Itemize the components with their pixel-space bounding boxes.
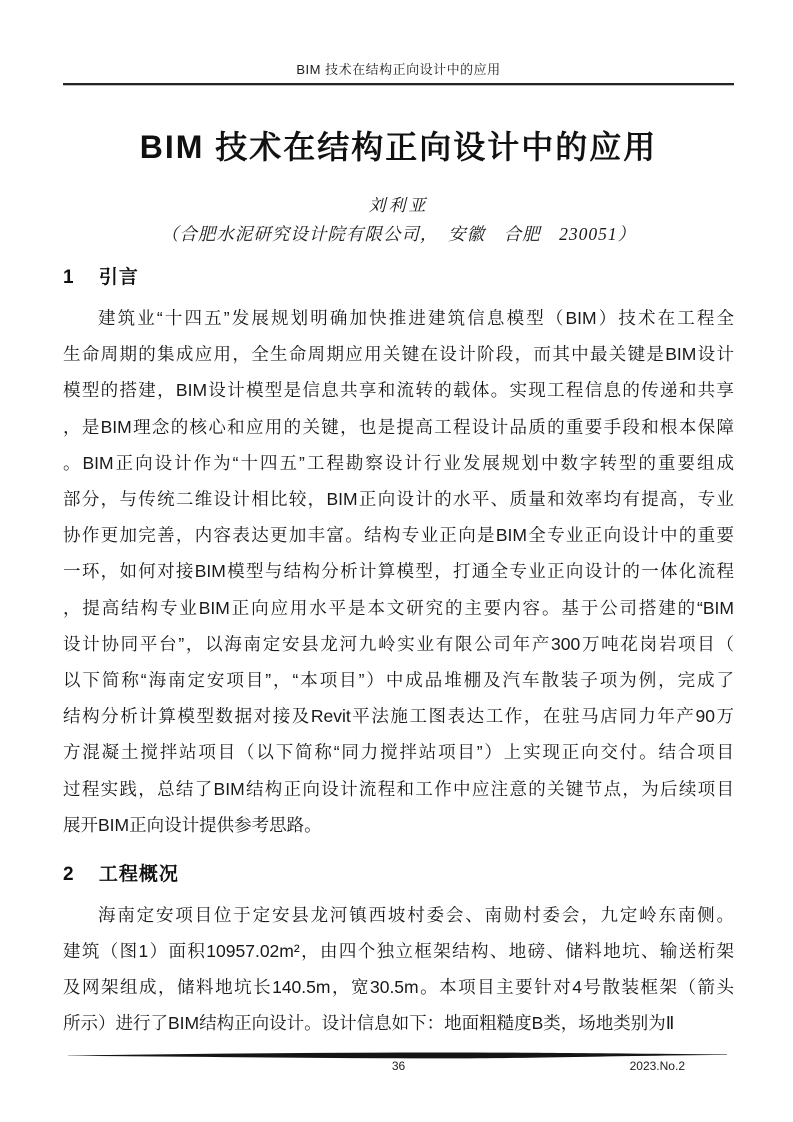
author-affiliation: （合肥水泥研究设计院有限公司， 安徽 合肥 230051） — [160, 224, 637, 245]
section-paragraph — [63, 897, 734, 1042]
sections — [63, 265, 734, 1041]
section-number: 2 — [63, 864, 74, 886]
paragraph-line: 生命周期的集成应用，全生命周期应用关键在设计阶段，而其中最关键是BIM设计 — [63, 344, 734, 365]
footer-row — [63, 1059, 734, 1075]
running-header — [63, 0, 734, 86]
section-title: 工程概况 — [98, 864, 179, 886]
running-header-title: BIM 技术在结构正向设计中的应用 — [296, 62, 501, 77]
author-name: 刘利亚 — [368, 196, 429, 216]
paragraph-line: 部分，与传统二维设计相比较，BIM正向设计的水平、质量和效率均有提高，专业 — [63, 489, 734, 510]
paragraph-line: ，提高结构专业BIM正向应用水平是本文研究的主要内容。基于公司搭建的“BIM — [63, 597, 734, 618]
page-number: 36 — [391, 1059, 406, 1073]
section-number: 1 — [63, 267, 74, 289]
paragraph-line: 建筑（图1）面积10957.02m²，由四个独立框架结构、地磅、储料地坑、输送桁架 — [63, 940, 734, 961]
byline — [63, 191, 734, 246]
section-heading — [63, 265, 734, 291]
paragraph-line: 展开BIM正向设计提供参考思路。 — [63, 814, 322, 835]
paragraph-line: 海南定安项目位于定安县龙河镇西坡村委会、南勋村委会，九定岭东南侧。 — [98, 904, 734, 925]
paragraph-line: 过程实践，总结了BIM结构正向设计流程和工作中应注意的关键节点，为后续项目 — [63, 778, 734, 799]
section-paragraph — [63, 300, 734, 843]
paragraph-line: 设计协同平台”，以海南定安县龙河九岭实业有限公司年产300万吨花岗岩项目（ — [63, 633, 734, 654]
section-title: 引言 — [98, 267, 139, 289]
section — [63, 265, 734, 843]
paragraph-line: 结构分析计算模型数据对接及Revit平法施工图表达工作，在驻马店同力年产90万 — [63, 706, 734, 727]
paragraph-line: 所示）进行了BIM结构正向设计。设计信息如下：地面粗糙度B类，场地类别为Ⅱ — [63, 1013, 675, 1034]
section-heading — [63, 862, 734, 888]
section — [63, 862, 734, 1041]
paragraph-line: 及网架组成，储料地坑长140.5m，宽30.5m。本项目主要针对4号散装框架（箭头 — [63, 977, 734, 998]
article-title: BIM 技术在结构正向设计中的应用 — [139, 129, 658, 165]
paragraph-line: 模型的搭建，BIM设计模型是信息共享和流转的载体。实现工程信息的传递和共享 — [63, 380, 734, 401]
paragraph-line: ，是BIM理念的核心和应用的关键，也是提高工程设计品质的重要手段和根本保障 — [63, 416, 734, 437]
paragraph-line: 建筑业“十四五”发展规划明确加快推进建筑信息模型（BIM）技术在工程全 — [98, 308, 734, 329]
paragraph-line: 一环，如何对接BIM模型与结构分析计算模型，打通全专业正向设计的一体化流程 — [63, 561, 734, 582]
paragraph-line: 。BIM正向设计作为“十四五”工程勘察设计行业发展规划中数字转型的重要组成 — [63, 452, 734, 473]
header-rule — [63, 83, 734, 86]
issue-label: 2023.No.2 — [629, 1059, 685, 1073]
paragraph-line: 以下简称“海南定安项目”，“本项目”）中成品堆棚及汽车散装子项为例，完成了 — [63, 670, 734, 691]
paragraph-line: 方混凝土搅拌站项目（以下简称“同力搅拌站项目”）上实现正向交付。结合项目 — [63, 742, 734, 763]
page-footer — [63, 1051, 734, 1075]
paragraph-line: 协作更加完善，内容表达更加丰富。结构专业正向是BIM全专业正向设计中的重要 — [63, 525, 734, 546]
